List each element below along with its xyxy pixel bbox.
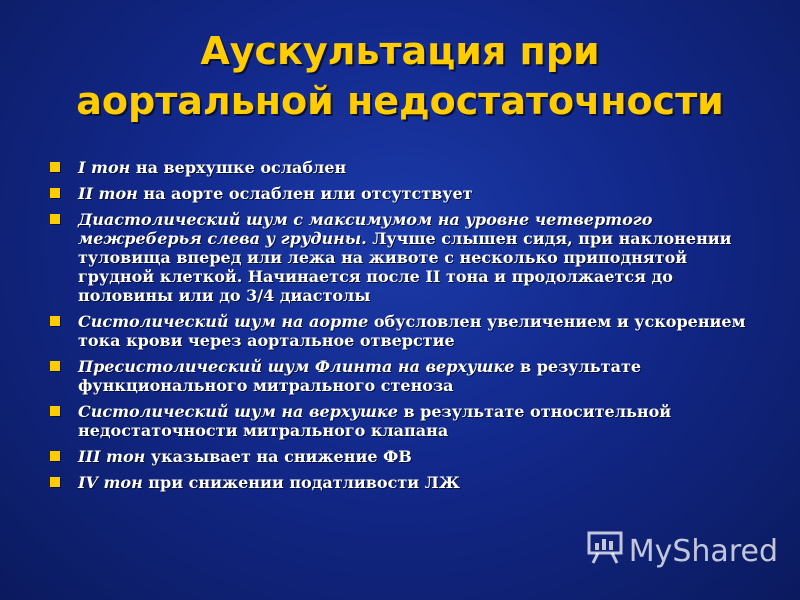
bullet-item [46, 402, 756, 440]
bullet-emphasis: Систолический шум на аорте [78, 312, 369, 331]
square-bullet-icon [50, 477, 60, 487]
watermark [587, 530, 778, 572]
bullet-emphasis: Диастолический шум с максимумом на уровне четвертого межреберья слева у грудины. [78, 210, 653, 248]
bullet-item [46, 210, 756, 305]
bullet-emphasis: I тон [78, 158, 131, 177]
bullet-item [46, 447, 756, 466]
square-bullet-icon [50, 214, 60, 224]
watermark-text: MyShared [628, 533, 778, 569]
bullet-text: обусловлен увеличением и ускорением тока крови через аортальное отверстие [78, 312, 746, 350]
bullet-emphasis: II тон [78, 184, 138, 203]
bullet-text: на верхушке ослаблен [130, 158, 347, 177]
bullet-item [46, 184, 756, 203]
bullet-text: Лучше слышен сидя, при наклонении туловища вперед или лежа на животе с несколько приподнятой грудной клеткой. Начинается после II тона и продолжается до половины или до 3/4 диастолы [78, 229, 732, 305]
slide-title-line-1: Аускультация при [200, 29, 600, 73]
bullet-emphasis: IV тон [78, 473, 143, 492]
square-bullet-icon [50, 361, 60, 371]
square-bullet-icon [50, 316, 60, 326]
bullet-emphasis: Систолический шум на верхушке [78, 402, 398, 421]
bullet-text: указывает на снижение ФВ [145, 447, 412, 466]
bullet-emphasis: Пресистолический шум Флинта на верхушке [78, 357, 515, 376]
bullet-item [46, 158, 756, 177]
bullet-item [46, 312, 756, 350]
presentation-board-icon [587, 530, 629, 572]
slide-title [40, 26, 760, 126]
bullet-list [46, 158, 756, 499]
bullet-emphasis: III тон [78, 447, 146, 466]
bullet-text: при снижении податливости ЛЖ [142, 473, 460, 492]
square-bullet-icon [50, 451, 60, 461]
square-bullet-icon [50, 406, 60, 416]
bullet-text: на аорте ослаблен или отсутствует [137, 184, 473, 203]
slide-title-line-2: аортальной недостаточности [76, 79, 724, 123]
bullet-text: в результате относительной недостаточности митрального клапана [78, 402, 672, 440]
square-bullet-icon [50, 188, 60, 198]
bullet-text: в результате функционального митрального стеноза [78, 357, 642, 395]
square-bullet-icon [50, 162, 60, 172]
bullet-item [46, 473, 756, 492]
bullet-item [46, 357, 756, 395]
